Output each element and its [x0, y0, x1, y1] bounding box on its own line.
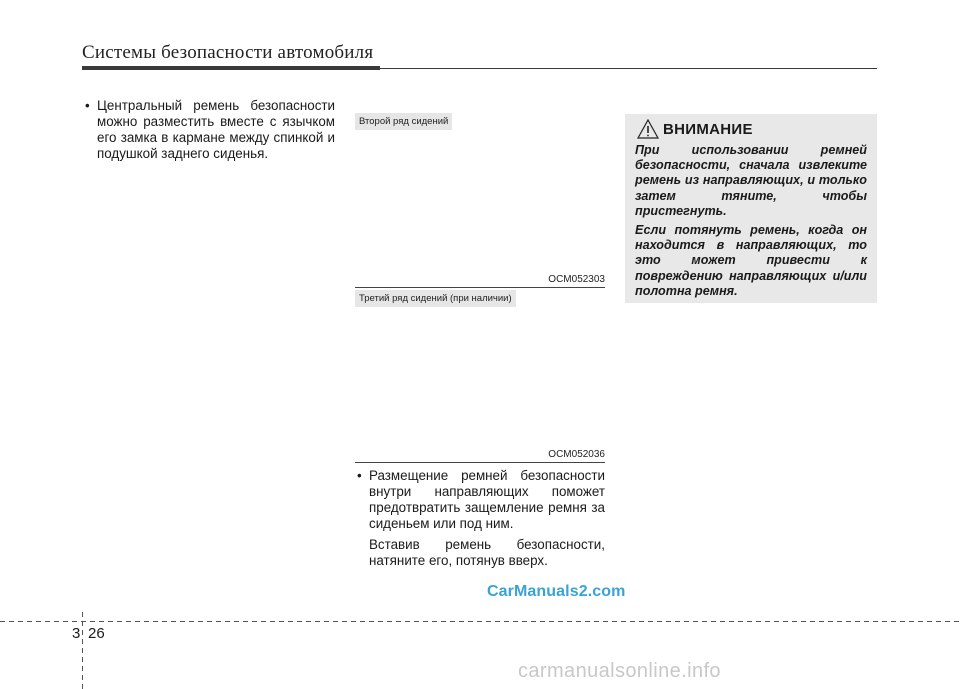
- watermark-link[interactable]: CarManuals2.com: [487, 583, 626, 600]
- footer-divider: [0, 621, 960, 622]
- pull-up-text: Вставив ремень безопасности, натяните его, потянув вверх.: [369, 537, 605, 568]
- guides-text: Размещение ремней безопасности внутри направляющих поможет предотвратить защемление ремня за сиденьем или под ним.: [369, 468, 605, 531]
- warning-paragraph-2: Если потянуть ремень, когда он находится в направляющих, то это может привести к повреждению направляющих и/или полотна ремня.: [635, 223, 867, 298]
- center-belt-text: Центральный ремень безопасности можно разместить вместе с язычком его замка в кармане между спинкой и подушкой заднего сиденья.: [97, 98, 335, 161]
- section-title: Системы безопасности автомобиля: [82, 42, 374, 63]
- bullet-item-guides: [357, 468, 605, 569]
- figure-caption-third-row: Третий ряд сидений (при наличии): [355, 290, 516, 307]
- section-number: 3: [72, 625, 81, 642]
- bullet-dot: •: [357, 468, 362, 483]
- figure-code-1: OCM052303: [548, 274, 605, 285]
- page-number: 26: [88, 625, 105, 642]
- figure-caption-second-row: Второй ряд сидений: [355, 113, 452, 130]
- footer-vertical-divider: [82, 612, 83, 689]
- bullet-item-center-belt: [85, 98, 335, 162]
- footer-brand[interactable]: carmanualsonline.info: [518, 660, 721, 682]
- header-rule-thick: [82, 66, 380, 70]
- figure-code-2: OCM052036: [548, 449, 605, 460]
- warning-paragraph-1: При использовании ремней безопасности, сначала извлеките ремень из направляющих, и только затем тяните, чтобы пристегнуть.: [635, 143, 867, 218]
- figure-divider: [355, 287, 605, 288]
- warning-triangle-icon: [637, 119, 659, 139]
- warning-box: [625, 114, 877, 303]
- header-rule-thin: [380, 68, 877, 69]
- warning-heading: ВНИМАНИЕ: [663, 121, 753, 138]
- figure-divider: [355, 462, 605, 463]
- bullet-dot: •: [85, 98, 90, 113]
